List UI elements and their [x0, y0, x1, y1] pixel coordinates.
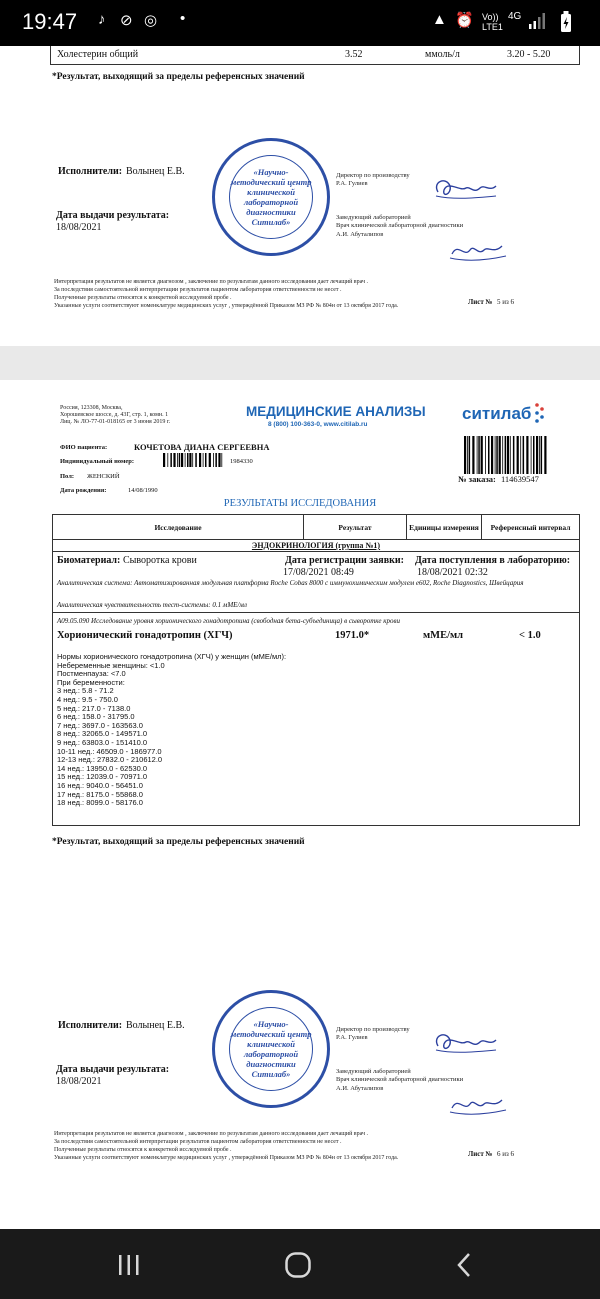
norm-line: 5 нед.: 217.0 - 7138.0 [57, 703, 131, 713]
sex-label: Пол: [60, 473, 75, 480]
results-table [52, 514, 580, 826]
results-title: РЕЗУЛЬТАТЫ ИССЛЕДОВАНИЯ [223, 498, 377, 509]
col-study: Исследование [53, 515, 304, 539]
head-name: А.И. Абуталипов [336, 231, 384, 238]
sheet-label: Лист № [468, 1150, 493, 1158]
patient-barcode [163, 453, 225, 467]
sheet-number: 6 из 6 [497, 1150, 515, 1158]
lab-arrival-label: Дата поступления в лабораторию: [415, 555, 571, 566]
divider [53, 551, 579, 552]
disclaimer-4: Указанные услуги соответствуют номенклатуре медицинских услуг , утверждённой Приказом МЗ РФ № 804н от 13 октября 2017 года. [54, 1155, 399, 1161]
norm-line: 17 нед.: 8175.0 - 55868.0 [57, 789, 143, 799]
signature-head [448, 1090, 508, 1118]
brand-phone: 8 (800) 100-363-0, www.citilab.ru [268, 421, 368, 428]
test-unit: ммоль/л [425, 49, 460, 60]
disclaimer-3: Полученные результаты относятся к конкретной исследуемой пробе . [54, 295, 232, 301]
norm-line: Постменпауза: <7.0 [57, 669, 126, 679]
navigation-bar [0, 1229, 600, 1299]
norm-line: Небеременные женщины: <1.0 [57, 660, 165, 670]
dot-icon: • [180, 10, 186, 27]
citilab-logo: ситилаб [462, 404, 532, 423]
norm-line: 3 нед.: 5.8 - 71.2 [57, 686, 114, 696]
id-label: Индивидуальный номер: [60, 458, 135, 465]
norms-list [57, 653, 286, 808]
alarm-icon: ⏰ [455, 12, 474, 29]
disclaimer-3: Полученные результаты относятся к конкретной исследуемой пробе . [54, 1147, 232, 1153]
stamp-text: «Научно-методический центр клинической лабораторной диагностики Ситилаб» [229, 1007, 313, 1091]
lab-arrival-date: 18/08/2021 02:32 [417, 567, 488, 578]
footnote: *Результат, выходящий за пределы референсных значений [52, 837, 305, 847]
dob-value: 14/08/1990 [128, 487, 158, 494]
signature-director [430, 1028, 500, 1058]
director-name: Р.А. Гулиев [336, 180, 368, 187]
analytic-system: Аналитическая система: Автоматизированная модульная платформа Roche Cobas 8000 с иммунохимическим модулем e602, Roche Diagnostics, Швейцария [57, 579, 524, 587]
test-range: < 1.0 [519, 630, 541, 641]
patient-label: ФИО пациента: [60, 444, 108, 451]
id-number: 1984330 [230, 458, 253, 465]
signature-head [448, 236, 508, 264]
issue-date-label: Дата выдачи результата: [56, 210, 170, 221]
head-position: Врач клинической лабораторной диагностики [336, 222, 464, 229]
status-bar [0, 0, 600, 46]
norm-line: 14 нед.: 13950.0 - 62530.0 [57, 763, 148, 773]
head-title: Заведующий лабораторией [336, 214, 411, 221]
network-label: 4G [508, 11, 522, 22]
table-row [50, 46, 580, 65]
executor-label: Исполнители: [58, 166, 123, 177]
battery-icon [560, 11, 572, 33]
norm-line: 8 нед.: 32065.0 - 149571.0 [57, 729, 148, 739]
disclaimer-1: Интерпретация результатов не является диагнозом , заключение по результатам данного исследования дает лечащий врач . [54, 279, 369, 285]
table-header [53, 515, 579, 540]
lock-icon: ▲ [432, 11, 447, 28]
norm-line: 15 нед.: 12039.0 - 70971.0 [57, 772, 148, 782]
executor-name: Волынец Е.В. [126, 166, 185, 177]
director-title: Директор по производству [336, 172, 410, 179]
logo-dots-icon [533, 402, 547, 424]
issue-date-label: Дата выдачи результата: [56, 1064, 170, 1075]
head-position: Врач клинической лабораторной диагностики [336, 1076, 464, 1083]
tiktok-icon: ♪ [98, 11, 106, 28]
test-name: Хорионический гонадотропин (ХГЧ) [57, 630, 233, 641]
norm-line: 10-11 нед.: 46509.0 - 186977.0 [57, 746, 162, 756]
director-name: Р.А. Гулиев [336, 1034, 368, 1041]
footnote: *Результат, выходящий за пределы референсных значений [52, 72, 305, 82]
norm-line: 4 нед.: 9.5 - 750.0 [57, 694, 118, 704]
test-range: 3.20 - 5.20 [507, 49, 551, 60]
app-icon: ◎ [144, 12, 158, 29]
norm-line: При беременности: [57, 677, 125, 687]
sheet-number: 5 из 6 [497, 298, 515, 306]
signal-icon [528, 12, 546, 30]
test-value: 1971.0* [335, 630, 370, 641]
executor-label: Исполнители: [58, 1020, 123, 1031]
issue-date: 18/08/2021 [56, 222, 102, 233]
disclaimer-4: Указанные услуги соответствуют номенклатуре медицинских услуг , утверждённой Приказом МЗ РФ № 804н от 13 октября 2017 года. [54, 303, 399, 309]
back-icon[interactable] [454, 1251, 474, 1279]
head-name: А.И. Абуталипов [336, 1085, 384, 1092]
lab-stamp [212, 990, 330, 1108]
recent-apps-icon[interactable] [116, 1253, 142, 1277]
lab-address-1: Россия, 123308, Москва, [60, 405, 123, 411]
lte-label: Vo)) LTE1 [482, 12, 503, 32]
disclaimer-2: За последствия самостоятельной интерпретации результатов пациентом лаборатория ответственности не несет . [54, 1139, 342, 1145]
order-label: № заказа: [458, 474, 496, 484]
test-value: 3.52 [345, 49, 363, 60]
lab-address-2: Хорошевское шоссе, д. 43Г, стр. 1, комн. 1 [60, 412, 169, 418]
norm-line: 9 нед.: 63803.0 - 151410.0 [57, 737, 148, 747]
disclaimer-1: Интерпретация результатов не является диагнозом , заключение по результатам данного исследования дает лечащий врач . [54, 1131, 369, 1137]
sex-value: ЖЕНСКИЙ [87, 473, 120, 480]
executor-name: Волынец Е.В. [126, 1020, 185, 1031]
director-title: Директор по производству [336, 1026, 410, 1033]
order-number: 114639547 [501, 474, 539, 484]
dob-label: Дата рождения: [60, 487, 107, 494]
section-title: ЭНДОКРИНОЛОГИЯ (группа №1) [251, 541, 381, 550]
divider [53, 612, 579, 613]
norm-line: 18 нед.: 8099.0 - 58176.0 [57, 798, 143, 808]
issue-date: 18/08/2021 [56, 1076, 102, 1087]
test-unit: мМЕ/мл [423, 630, 464, 641]
test-name: Холестерин общий [57, 49, 139, 60]
biomaterial-label: Биоматериал: [57, 555, 121, 566]
patient-name: КОЧЕТОВА ДИАНА СЕРГЕЕВНА [134, 442, 270, 452]
norm-line: 7 нед.: 3697.0 - 163563.0 [57, 720, 143, 730]
order-barcode [464, 436, 548, 474]
registration-date: 17/08/2021 08:49 [283, 567, 354, 578]
sheet-label: Лист № [468, 298, 493, 306]
sensitivity: Аналитическая чувствительность тест-системы: 0.1 мМЕ/мл [57, 601, 247, 609]
brand-title: МЕДИЦИНСКИЕ АНАЛИЗЫ [246, 404, 426, 419]
signature-director [430, 174, 500, 204]
registration-label: Дата регистрации заявки: [285, 555, 404, 566]
biomaterial-value: Сыворотка крови [123, 555, 197, 566]
document-page-6 [0, 380, 600, 1229]
norm-line: 6 нед.: 158.0 - 31795.0 [57, 712, 135, 722]
document-page-5 [0, 46, 600, 346]
lab-stamp [212, 138, 330, 256]
norm-line: 16 нед.: 9040.0 - 56451.0 [57, 780, 143, 790]
norm-line: Нормы хорионического гонадотропина (ХГЧ) у женщин (мМЕ/мл): [57, 652, 287, 661]
disclaimer-2: За последствия самостоятельной интерпретации результатов пациентом лаборатория ответственности не несет . [54, 287, 342, 293]
head-title: Заведующий лабораторией [336, 1068, 411, 1075]
status-time: 19:47 [22, 9, 78, 34]
stamp-text: «Научно-методический центр клинической лабораторной диагностики Ситилаб» [229, 155, 313, 239]
col-range: Референсный интервал [490, 522, 571, 532]
norm-line: 12-13 нед.: 27832.0 - 210612.0 [57, 755, 163, 765]
home-icon[interactable] [284, 1251, 312, 1279]
code-line: A09.05.090 Исследование уровня хорионического гонадотропина (свободная бета-субъединица) в сыворотке крови [57, 617, 401, 625]
lab-license: Лиц. № ЛО-77-01-018165 от 3 июня 2019 г. [60, 419, 171, 425]
shield-icon: ⊘ [120, 12, 133, 29]
col-result: Результат [304, 515, 407, 539]
col-units: Единицы измерения [407, 515, 482, 539]
